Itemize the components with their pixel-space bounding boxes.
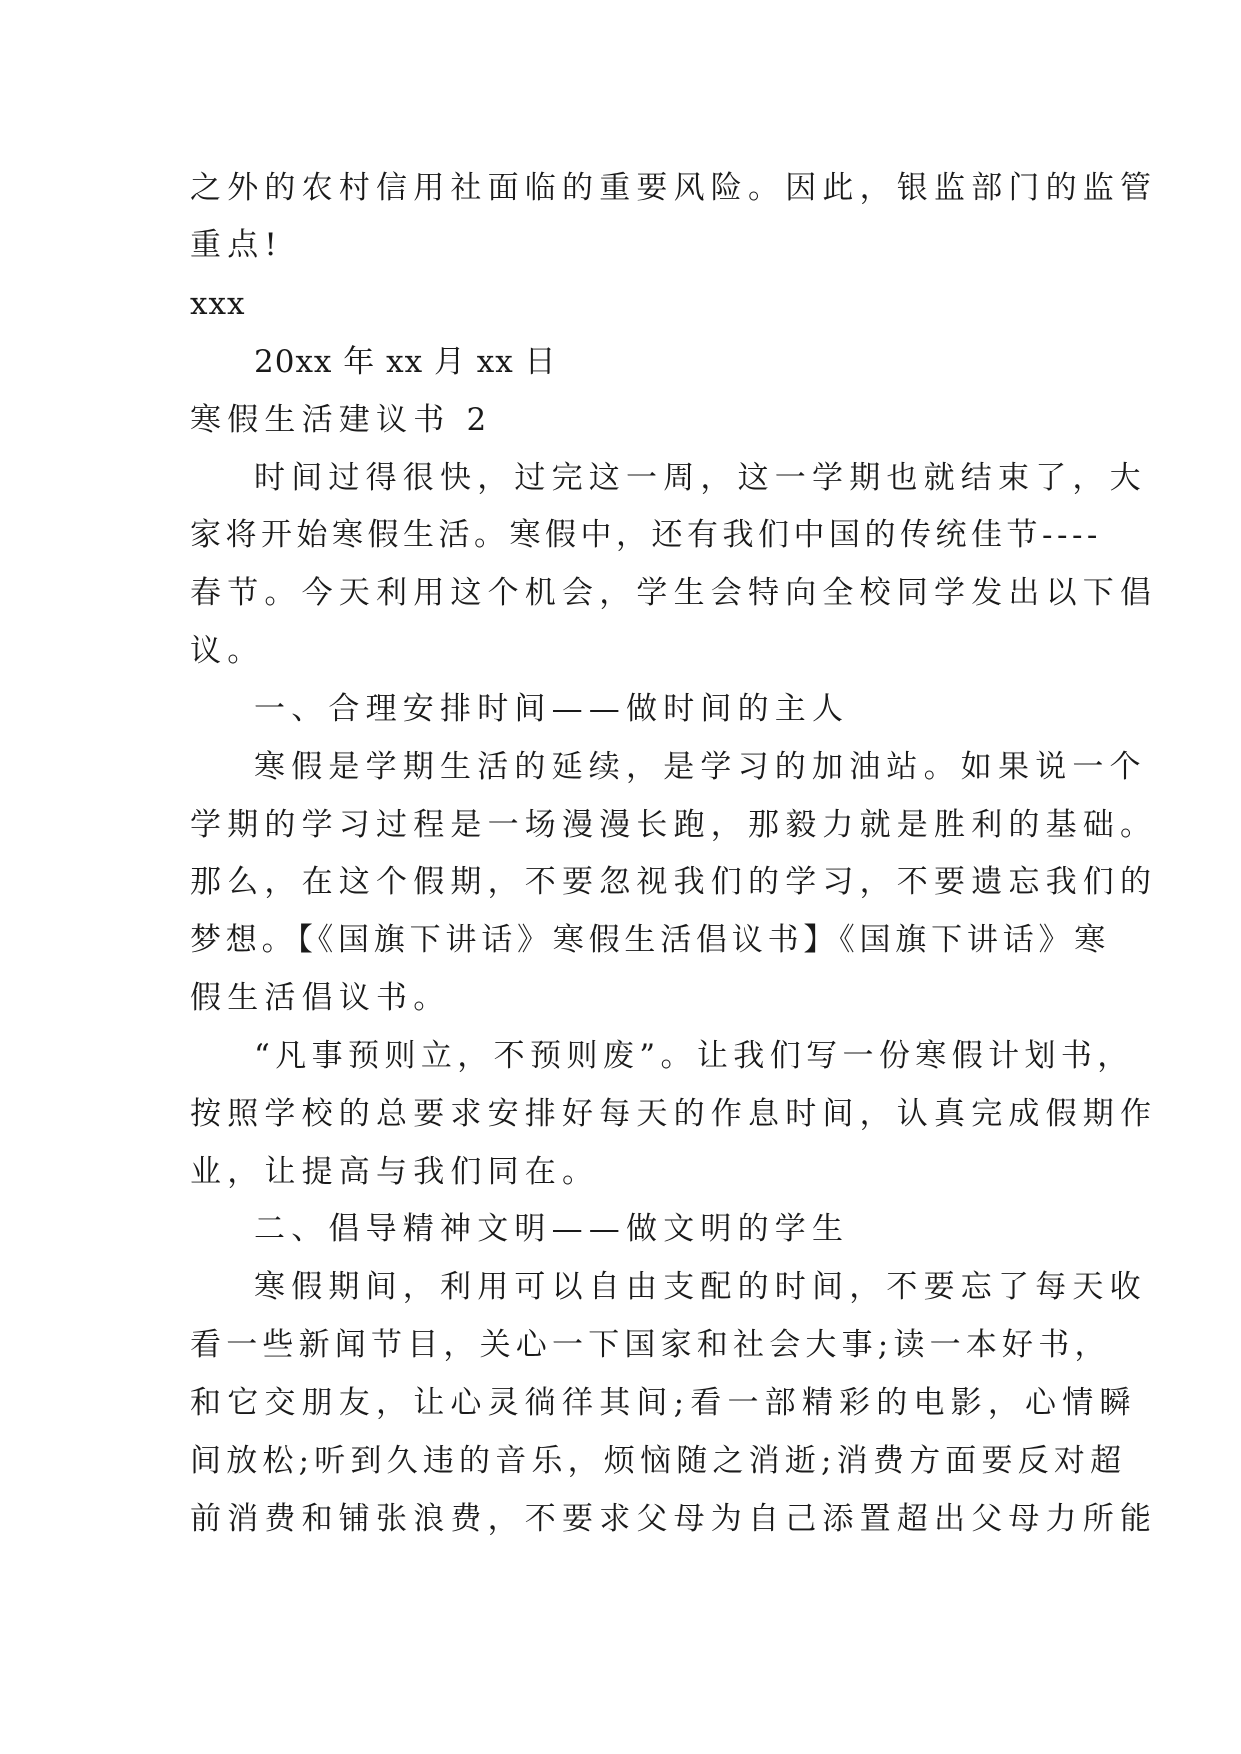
date-line: 20xx 年 xx 月 xx 日 <box>254 344 557 380</box>
paragraph-line: 假生活倡议书。 <box>190 980 451 1016</box>
heading-line: 二、倡导精神文明——做文明的学生 <box>254 1211 850 1247</box>
paragraph-line: 学期的学习过程是一场漫漫长跑，那毅力就是胜利的基础。 <box>190 807 1158 843</box>
paragraph-line: 春节。今天利用这个机会，学生会特向全校同学发出以下倡 <box>190 575 1158 611</box>
signature-name: xxx <box>190 286 246 322</box>
paragraph-line: 寒假期间，利用可以自由支配的时间，不要忘了每天收 <box>254 1269 1147 1305</box>
section-title: 寒假生活建议书 2 <box>190 402 493 438</box>
paragraph-line: 家将开始寒假生活。寒假中，还有我们中国的传统佳节---- <box>190 517 1102 553</box>
paragraph-line: 那么，在这个假期，不要忽视我们的学习，不要遗忘我们的 <box>190 864 1158 900</box>
paragraph-line: 议。 <box>190 633 265 669</box>
paragraph-line: 间放松;听到久违的音乐，烦恼随之消逝;消费方面要反对超 <box>190 1443 1127 1479</box>
paragraph-line: 前消费和铺张浪费，不要求父母为自己添置超出父母力所能 <box>190 1501 1158 1537</box>
heading-line: 一、合理安排时间——做时间的主人 <box>254 691 850 727</box>
paragraph-line: “凡事预则立，不预则废”。让我们写一份寒假计划书， <box>254 1038 1134 1074</box>
paragraph-line: 梦想。【《国旗下讲话》寒假生活倡议书】《国旗下讲话》寒 <box>190 922 1111 958</box>
paragraph-line: 看一些新闻节目，关心一下国家和社会大事;读一本好书， <box>190 1327 1111 1363</box>
paragraph-line: 业，让提高与我们同在。 <box>190 1154 600 1190</box>
text-line: 之外的农村信用社面临的重要风险。因此，银监部门的监管 <box>190 170 1158 206</box>
text-line: 重点! <box>190 227 284 263</box>
paragraph-line: 和它交朋友，让心灵徜徉其间;看一部精彩的电影，心情瞬 <box>190 1385 1137 1421</box>
paragraph-line: 寒假是学期生活的延续，是学习的加油站。如果说一个 <box>254 749 1147 785</box>
paragraph-line: 按照学校的总要求安排好每天的作息时间，认真完成假期作 <box>190 1096 1158 1132</box>
paragraph-line: 时间过得很快，过完这一周，这一学期也就结束了，大 <box>254 460 1147 496</box>
